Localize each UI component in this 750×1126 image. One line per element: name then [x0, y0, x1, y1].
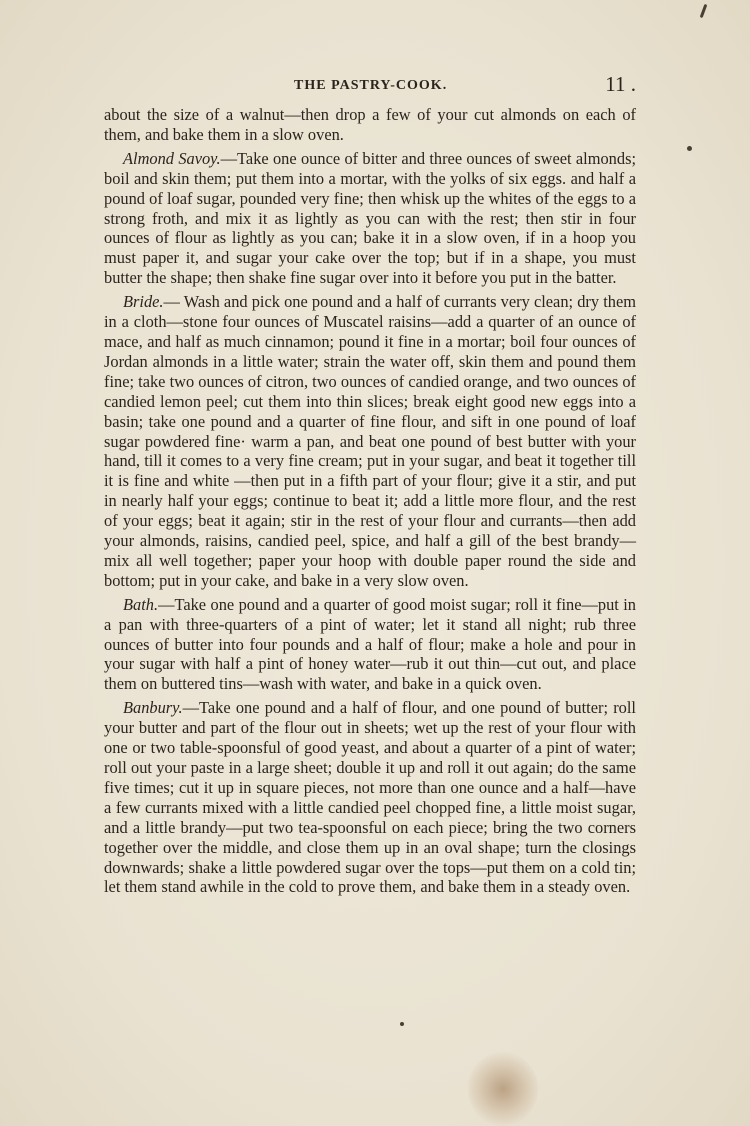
page-number: 11 .: [605, 72, 636, 96]
recipe-bride: [104, 292, 636, 591]
page-stain: [468, 1052, 538, 1126]
recipe-almond-savoy: [104, 149, 636, 288]
page-header: [104, 72, 636, 100]
recipe-body: —Take one pound and a half of flour, and one pound of butter; roll your butter and part of the flour out in sheets; wet up the rest of your flour with one or two table-spoonsful of good yeast, and about a quarter of a pint of water; roll out your paste in a large sheet; double it up and roll it out again; do the same five times; cut it up in square pieces, not more than one ounce and a half—have a few currants mixed with a little candied peel chopped fine, a little moist sugar, and a little brandy—put two tea-spoonsful on each piece; bring the two corners together over the middle, and close them up in an oval shape; turn the closings downwards; shake a little powdered sugar over the tops—put them on a cold tin; let them stand awhile in the cold to prove them, and bake them in a steady oven.: [104, 698, 636, 897]
recipe-banbury: [104, 698, 636, 897]
recipe-title: Banbury.: [123, 698, 183, 718]
recipe-body: —Take one pound and a quarter of good moist sugar; roll it fine—put in a pan with three-quarters of a pint of water; let it stand all night; rub three ounces of butter into four pounds and a half of flour; make a hole and pour in your sugar with half a pint of honey water—rub it out thin—cut out, and place them on buttered tins—wash with water, and bake in a quick oven.: [104, 594, 636, 694]
recipe-bath: [104, 595, 636, 695]
running-title: THE PASTRY-COOK.: [294, 78, 448, 93]
recipe-title: Bride.: [123, 292, 164, 312]
recipe-title: Bath.: [123, 594, 159, 614]
ink-speck: [687, 146, 692, 151]
ink-speck: [700, 4, 708, 18]
page-text: [104, 105, 636, 897]
recipe-title: Almond Savoy.: [123, 148, 221, 168]
paragraph-continuation: [104, 105, 636, 145]
ink-speck: [400, 1022, 404, 1026]
recipe-body: —Take one ounce of bitter and three ounces of sweet almonds; boil and skin them; put them into a mortar, with the yolks of six eggs. and half a pound of loaf sugar, pounded very fine; then whisk up the whites of the eggs to a strong froth, and mix it as lightly as you can with the rest; then stir in four ounces of flour as lightly as you can; bake it in a slow oven, if in a hoop you must paper it, and sugar your cake over the top; but if in a shape, you must butter the shape; then shake fine sugar over into it before you put in the batter.: [104, 148, 637, 288]
paragraph-body: about the size of a walnut—then drop a few of your cut almonds on each of them, and bake them in a slow oven.: [104, 105, 636, 144]
recipe-body: — Wash and pick one pound and a half of currants very clean; dry them in a cloth—stone four ounces of Muscatel raisins—add a quarter of an ounce of mace, and half as much cinnamon; pound it fine in a mortar; boil four ounces of Jordan almonds in a little water; strain the water off, skin them and pound them fine; take two ounces of citron, two ounces of candied orange, and two ounces of candied lemon peel; cut them into thin slices; break eight good new eggs into a basin; take one pound and a quarter of fine flour, and sift in one pound of loaf sugar powdered fine· warm a pan, and beat one pound of best butter with your hand, till it comes to a very fine cream; put in your sugar, and beat it together till it is fine and white —then put in a fifth part of your flour; give it a stir, and put in nearly half your eggs; continue to beat it; add a little more flour, and the rest of your eggs; beat it again; stir in the rest of your flour and currants—then add your almonds, raisins, candied peel, spice, and half a gill of the best brandy—mix all well together; paper your hoop with double paper round the side and bottom; put in your cake, and bake in a very slow oven.: [104, 292, 636, 590]
